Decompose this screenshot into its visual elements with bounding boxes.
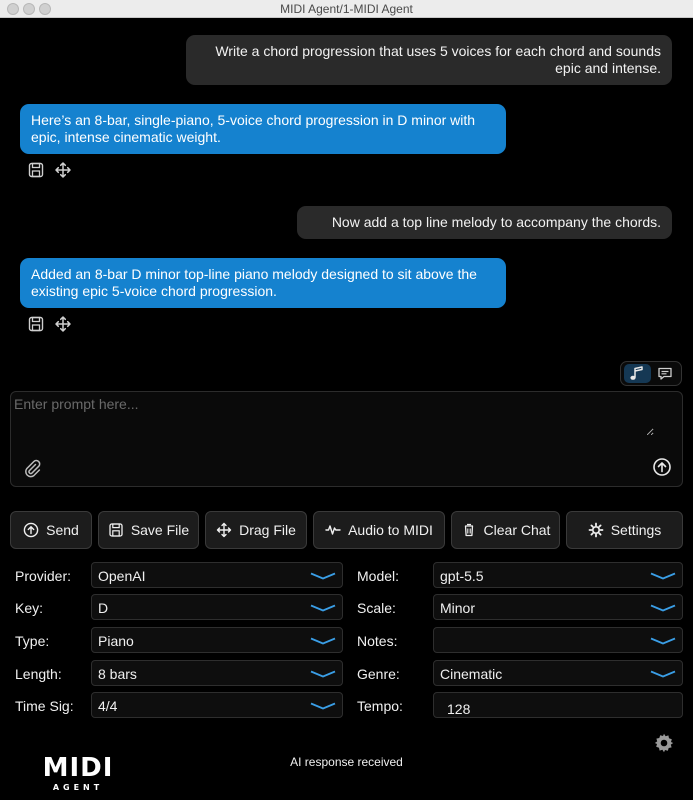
- midi-agent-logo: [26, 752, 130, 792]
- drag-move-icon: [54, 161, 72, 179]
- length-value: 8 bars: [98, 666, 137, 682]
- key-value: D: [98, 600, 109, 616]
- time-sig-value: 4/4: [98, 698, 118, 714]
- logo-subtext: AGENT: [52, 783, 104, 792]
- chat-mode-button[interactable]: [652, 364, 679, 383]
- scale-select[interactable]: [433, 594, 683, 620]
- ai-message: Added an 8-bar D minor top-line piano melody designed to sit above the existing epic 5-voice chord progression.: [20, 258, 506, 308]
- notes-label: Notes:: [357, 633, 398, 649]
- genre-select[interactable]: [433, 660, 683, 686]
- midi-mode-button[interactable]: [624, 364, 651, 383]
- midi-note-icon: [629, 366, 645, 381]
- provider-label: Provider:: [15, 568, 72, 584]
- notes-select[interactable]: [433, 627, 683, 653]
- status-text: AI response received: [290, 755, 403, 769]
- upload-arrow-icon[interactable]: [652, 457, 672, 477]
- chevron-down-icon: [310, 572, 336, 580]
- chat-bubble-icon: [657, 366, 673, 381]
- gear-icon[interactable]: [653, 732, 675, 754]
- audio-to-midi-button[interactable]: [313, 511, 445, 549]
- chevron-down-icon: [310, 604, 336, 612]
- logo-text: MIDI: [42, 753, 114, 783]
- chevron-down-icon: [650, 670, 676, 678]
- drag-move-icon: [216, 522, 232, 538]
- time-sig-label: Time Sig:: [15, 698, 74, 714]
- trash-icon: [461, 522, 477, 538]
- window-title: MIDI Agent/1-MIDI Agent: [280, 2, 413, 16]
- user-message: Write a chord progression that uses 5 voices for each chord and sounds epic and intense.: [186, 35, 672, 85]
- drag-file-button[interactable]: [205, 511, 307, 549]
- ai-message: Here’s an 8-bar, single-piano, 5-voice chord progression in D minor with epic, intense cinematic weight.: [20, 104, 506, 154]
- chevron-down-icon: [310, 670, 336, 678]
- tempo-label: Tempo:: [357, 698, 403, 714]
- gear-icon: [588, 522, 604, 538]
- send-button-label: Send: [46, 522, 79, 538]
- type-value: Piano: [98, 633, 134, 649]
- type-select[interactable]: [91, 627, 343, 653]
- mode-toggle: [620, 361, 682, 386]
- length-select[interactable]: [91, 660, 343, 686]
- model-select[interactable]: [433, 562, 683, 588]
- drag-file-button-label: Drag File: [239, 522, 296, 538]
- save-icon: [27, 315, 45, 333]
- chevron-down-icon: [310, 637, 336, 645]
- time-sig-select[interactable]: [91, 692, 343, 718]
- save-icon: [108, 522, 124, 538]
- tempo-input[interactable]: [433, 692, 683, 718]
- genre-value: Cinematic: [440, 666, 503, 682]
- scale-value: Minor: [440, 600, 476, 616]
- drag-message-button[interactable]: [54, 161, 72, 179]
- type-label: Type:: [15, 633, 50, 649]
- audio-to-midi-button-label: Audio to MIDI: [348, 522, 433, 538]
- drag-message-button[interactable]: [54, 315, 72, 333]
- prompt-input[interactable]: [14, 396, 654, 436]
- tempo-value: 128: [447, 701, 471, 717]
- key-label: Key:: [15, 600, 44, 616]
- save-message-button[interactable]: [27, 315, 45, 333]
- waveform-icon: [325, 522, 341, 538]
- user-message: Now add a top line melody to accompany the chords.: [297, 206, 672, 239]
- settings-button-label: Settings: [610, 522, 662, 538]
- chevron-down-icon: [310, 702, 336, 710]
- upload-arrow-icon: [23, 522, 39, 538]
- provider-select[interactable]: [91, 562, 343, 588]
- clear-chat-button[interactable]: [451, 511, 560, 549]
- title-bar: [0, 0, 693, 18]
- paperclip-icon[interactable]: [22, 458, 42, 478]
- provider-value: OpenAI: [98, 568, 146, 584]
- save-message-button[interactable]: [27, 161, 45, 179]
- prompt-area: [10, 391, 683, 487]
- chevron-down-icon: [650, 604, 676, 612]
- chevron-down-icon: [650, 637, 676, 645]
- settings-button[interactable]: [566, 511, 683, 549]
- drag-move-icon: [54, 315, 72, 333]
- save-file-button-label: Save File: [130, 522, 190, 538]
- model-label: Model:: [357, 568, 400, 584]
- clear-chat-button-label: Clear Chat: [483, 522, 551, 538]
- save-icon: [27, 161, 45, 179]
- save-file-button[interactable]: [98, 511, 199, 549]
- send-button[interactable]: [10, 511, 92, 549]
- model-value: gpt-5.5: [440, 568, 484, 584]
- key-select[interactable]: [91, 594, 343, 620]
- genre-label: Genre:: [357, 666, 400, 682]
- chevron-down-icon: [650, 572, 676, 580]
- scale-label: Scale:: [357, 600, 396, 616]
- length-label: Length:: [15, 666, 62, 682]
